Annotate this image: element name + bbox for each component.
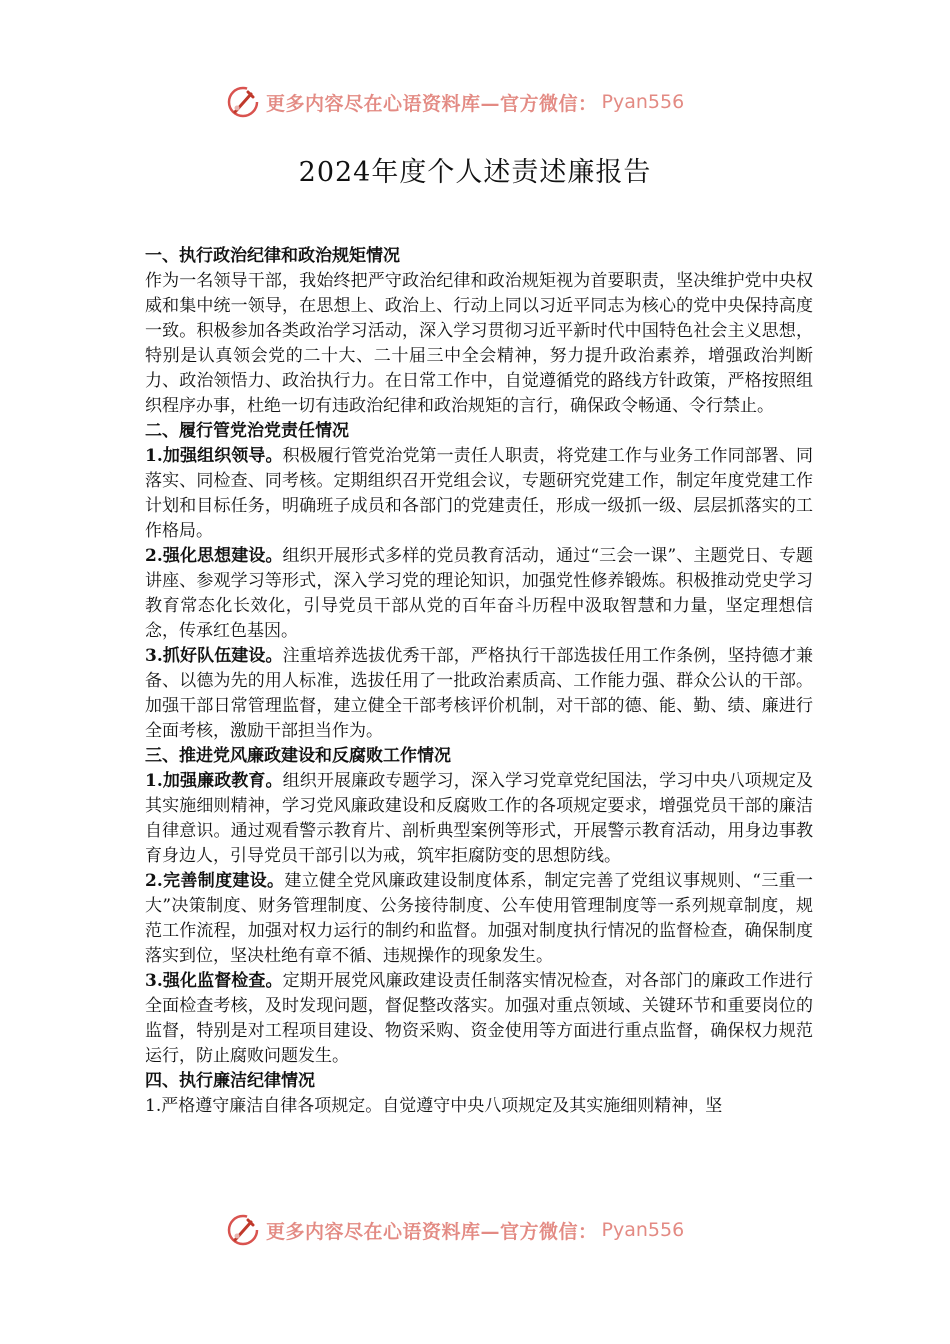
section-heading: 三、推进党风廉政建设和反腐败工作情况 bbox=[145, 746, 451, 766]
paragraph-lead: 2.强化思想建设。 bbox=[145, 546, 283, 566]
paragraph-lead: 2.完善制度建设。 bbox=[145, 871, 285, 891]
paragraph bbox=[145, 869, 813, 969]
banner-wechat-id: Pyan556 bbox=[601, 1219, 685, 1241]
footer-watermark-banner bbox=[226, 1212, 684, 1248]
pen-logo-icon bbox=[226, 85, 260, 119]
paragraph-text: 1.严格遵守廉洁自律各项规定。自觉遵守中央八项规定及其实施细则精神，坚 bbox=[145, 1096, 723, 1116]
paragraph-lead: 1.加强组织领导。 bbox=[145, 446, 283, 466]
paragraph-text: 组织开展廉政专题学习，深入学习党章党纪国法，学习中央八项规定及其实施细则精神，学习党风廉政建设和反腐败工作的各项规定要求，增强党员干部的廉洁自律意识。通过观看警示教育片、剖析典型案例等形式，开展警示教育活动，用身边事教育身边人，引导党员干部引以为戒，筑牢拒腐防变的思想防线。 bbox=[145, 771, 814, 866]
paragraph bbox=[145, 1094, 813, 1119]
document-body bbox=[145, 244, 813, 1119]
paragraph bbox=[145, 969, 813, 1069]
paragraph bbox=[145, 544, 813, 644]
paragraph bbox=[145, 269, 813, 419]
pen-logo-icon bbox=[226, 1213, 260, 1247]
paragraph-lead: 3.强化监督检查。 bbox=[145, 971, 283, 991]
header-watermark-banner bbox=[226, 84, 684, 120]
section-heading: 二、履行管党治党责任情况 bbox=[145, 421, 349, 441]
paragraph-text: 注重培养选拔优秀干部，严格执行干部选拔任用工作条例，坚持德才兼备、以德为先的用人标准，选拔任用了一批政治素质高、工作能力强、群众公认的干部。加强干部日常管理监督，建立健全干部考核评价机制，对干部的德、能、勤、绩、廉进行全面考核，激励干部担当作为。 bbox=[145, 646, 814, 741]
paragraph-text: 建立健全党风廉政建设制度体系，制定完善了党组议事规则、“三重一大”决策制度、财务管理制度、公务接待制度、公车使用管理制度等一系列规章制度，规范工作流程，加强对权力运行的制约和监督。加强对制度执行情况的监督检查，确保制度落实到位，坚决杜绝有章不循、违规操作的现象发生。 bbox=[145, 871, 813, 966]
banner-text: 更多内容尽在心语资料库—官方微信： bbox=[266, 92, 598, 115]
section-heading: 四、执行廉洁纪律情况 bbox=[145, 1071, 315, 1091]
paragraph-text: 定期开展党风廉政建设责任制落实情况检查，对各部门的廉政工作进行全面检查考核，及时发现问题，督促整改落实。加强对重点领域、关键环节和重要岗位的监督，特别是对工程项目建设、物资采购、资金使用等方面进行重点监督，确保权力规范运行，防止腐败问题发生。 bbox=[145, 971, 814, 1066]
paragraph-lead: 3.抓好队伍建设。 bbox=[145, 646, 283, 666]
paragraph bbox=[145, 444, 813, 544]
paragraph-text: 积极履行管党治党第一责任人职责，将党建工作与业务工作同部署、同落实、同检查、同考核。定期组织召开党组会议，专题研究党建工作，制定年度党建工作计划和目标任务，明确班子成员和各部门的党建责任，形成一级抓一级、层层抓落实的工作格局。 bbox=[145, 446, 814, 541]
banner-wechat-id: Pyan556 bbox=[601, 91, 685, 113]
document-title: 2024年度个人述责述廉报告 bbox=[298, 157, 652, 188]
paragraph bbox=[145, 644, 813, 744]
paragraph-text: 组织开展形式多样的党员教育活动，通过“三会一课”、主题党日、专题讲座、参观学习等形式，深入学习党的理论知识，加强党性修养锻炼。积极推动党史学习教育常态化长效化，引导党员干部从党的百年奋斗历程中汲取智慧和力量，坚定理想信念，传承红色基因。 bbox=[145, 546, 813, 641]
section-heading: 一、执行政治纪律和政治规矩情况 bbox=[145, 246, 400, 266]
banner-text: 更多内容尽在心语资料库—官方微信： bbox=[266, 1220, 598, 1243]
paragraph-lead: 1.加强廉政教育。 bbox=[145, 771, 283, 791]
paragraph-text: 作为一名领导干部，我始终把严守政治纪律和政治规矩视为首要职责，坚决维护党中央权威和集中统一领导，在思想上、政治上、行动上同以习近平同志为核心的党中央保持高度一致。积极参加各类政治学习活动，深入学习贯彻习近平新时代中国特色社会主义思想，特别是认真领会党的二十大、二十届三中全会精神，努力提升政治素养，增强政治判断力、政治领悟力、政治执行力。在日常工作中，自觉遵循党的路线方针政策，严格按照组织程序办事，杜绝一切有违政治纪律和政治规矩的言行，确保政令畅通、令行禁止。 bbox=[145, 271, 813, 416]
paragraph bbox=[145, 769, 813, 869]
